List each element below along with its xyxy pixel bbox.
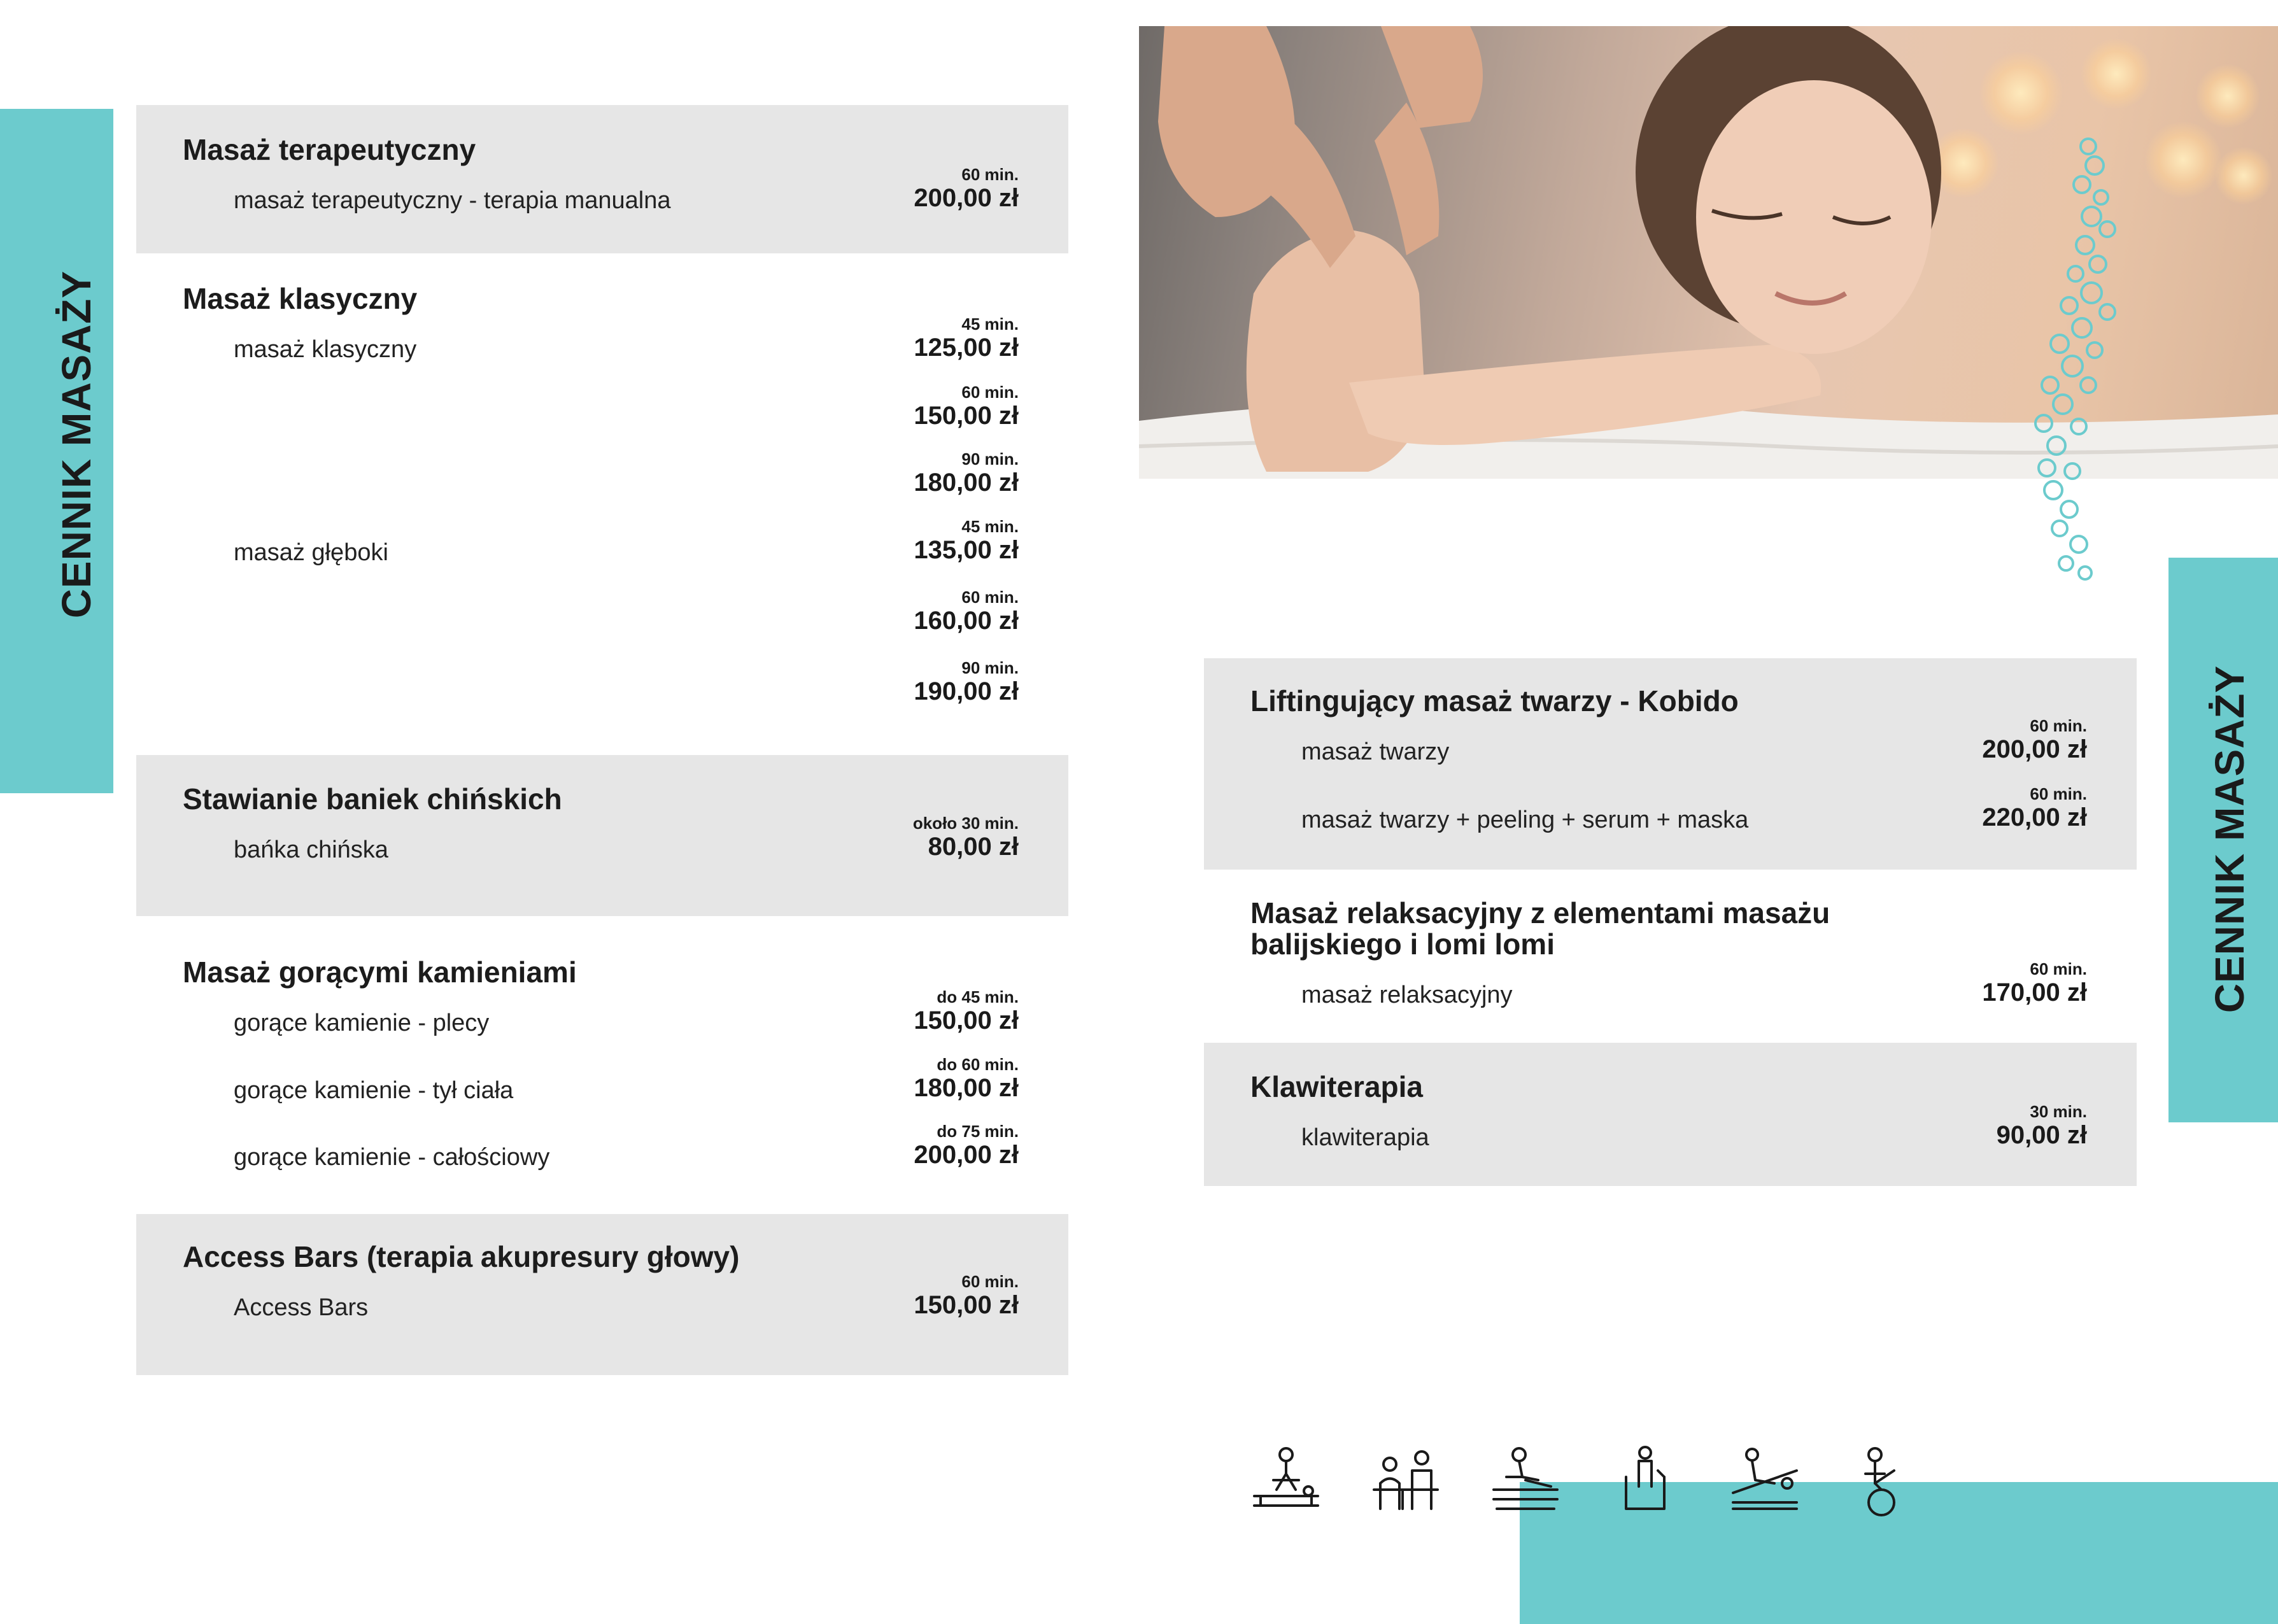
section-title: Masaż terapeutyczny: [183, 133, 476, 166]
therapist-desk-icon: [1368, 1445, 1444, 1522]
price: 170,00 zł: [1982, 978, 2087, 1006]
price-entry: [914, 165, 1019, 212]
duration: 45 min.: [961, 314, 1019, 334]
duration: do 60 min.: [937, 1055, 1019, 1074]
price-entry: [914, 383, 1019, 430]
duration: 60 min.: [961, 383, 1019, 402]
price: 135,00 zł: [914, 536, 1019, 564]
price-entry: [1982, 784, 2087, 831]
duration: 90 min.: [961, 449, 1019, 469]
section-title: Masaż klasyczny: [183, 282, 418, 315]
price-entry: [1982, 959, 2087, 1006]
massage-table-icon: [1248, 1445, 1324, 1522]
back-massage-icon: [1487, 1445, 1564, 1522]
section-klawiterapia: [1204, 1043, 2137, 1186]
physio-standing-icon: [1607, 1445, 1683, 1522]
section-chinese-cupping: [136, 755, 1068, 916]
item-label: bańka chińska: [234, 837, 388, 863]
price: 150,00 zł: [914, 1006, 1019, 1034]
price-entry: [914, 517, 1019, 564]
duration: 60 min.: [961, 1272, 1019, 1291]
bubble-chain-decoration: [2031, 134, 2126, 592]
price-entry: [1997, 1102, 2087, 1149]
price: 150,00 zł: [914, 402, 1019, 430]
duration: około 30 min.: [912, 814, 1019, 833]
section-kobido: [1204, 658, 2137, 870]
section-title: Masaż relaksacyjny z elementami masażu: [1250, 896, 1830, 929]
section-classic-massage: [136, 253, 1068, 755]
section-hot-stones: [136, 916, 1068, 1214]
price-entry: [1982, 716, 2087, 763]
duration: do 45 min.: [937, 987, 1019, 1006]
section-title: Liftingujący masaż twarzy - Kobido: [1250, 684, 1739, 717]
price: 200,00 zł: [914, 1141, 1019, 1169]
item-label: masaż relaksacyjny: [1301, 982, 1513, 1008]
price-entry: [914, 1122, 1019, 1169]
section-title-line2: balijskiego i lomi lomi: [1250, 928, 1555, 961]
vertical-title-left: CENNIK MASAŻY: [53, 270, 99, 619]
price: 200,00 zł: [1982, 735, 2087, 763]
item-label: masaż twarzy: [1301, 738, 1450, 765]
price: 180,00 zł: [914, 1074, 1019, 1102]
item-label: klawiterapia: [1301, 1124, 1429, 1151]
duration: 45 min.: [961, 517, 1019, 536]
price-entry: [914, 314, 1019, 362]
duration: 60 min.: [2030, 959, 2087, 978]
duration: 30 min.: [2030, 1102, 2087, 1121]
duration: 60 min.: [2030, 784, 2087, 803]
price-entry: [913, 814, 1019, 861]
duration: 90 min.: [961, 658, 1019, 677]
price: 220,00 zł: [1982, 803, 2087, 831]
item-label: gorące kamienie - plecy: [234, 1010, 490, 1036]
section-title: Masaż gorącymi kamieniami: [183, 956, 577, 989]
item-label: gorące kamienie - całościowy: [234, 1144, 550, 1171]
price: 190,00 zł: [914, 677, 1019, 705]
duration: 60 min.: [2030, 716, 2087, 735]
leg-therapy-icon: [1727, 1445, 1803, 1522]
price-entry: [914, 449, 1019, 497]
duration: 60 min.: [961, 588, 1019, 607]
vertical-title-right: CENNIK MASAŻY: [2207, 665, 2253, 1013]
price: 180,00 zł: [914, 469, 1019, 497]
section-relaxing-massage: [1204, 870, 2137, 1043]
price: 90,00 zł: [1996, 1121, 2087, 1149]
price: 125,00 zł: [914, 334, 1019, 362]
price: 200,00 zł: [914, 184, 1019, 212]
item-label: masaż klasyczny: [234, 336, 417, 363]
price: 160,00 zł: [914, 607, 1019, 635]
duration: 60 min.: [961, 165, 1019, 184]
section-title: Stawianie baniek chińskich: [183, 782, 562, 816]
item-label: gorące kamienie - tył ciała: [234, 1077, 514, 1104]
ball-exercise-icon: [1846, 1445, 1923, 1522]
item-label: masaż terapeutyczny - terapia manualna: [234, 187, 671, 214]
item-label: masaż głęboki: [234, 539, 388, 566]
price-entry: [914, 987, 1019, 1034]
item-label: Access Bars: [234, 1294, 369, 1321]
price-entry: [914, 588, 1019, 635]
price-entry: [914, 1055, 1019, 1102]
price-entry: [914, 1272, 1019, 1319]
price: 150,00 zł: [914, 1291, 1019, 1319]
item-label: masaż twarzy + peeling + serum + maska: [1301, 807, 1749, 833]
duration: do 75 min.: [937, 1122, 1019, 1141]
price: 80,00 zł: [928, 833, 1019, 861]
section-therapeutic-massage: [136, 105, 1068, 253]
section-access-bars: [136, 1214, 1068, 1375]
section-title: Access Bars (terapia akupresury głowy): [183, 1240, 740, 1273]
price-entry: [914, 658, 1019, 705]
section-title: Klawiterapia: [1250, 1070, 1423, 1103]
